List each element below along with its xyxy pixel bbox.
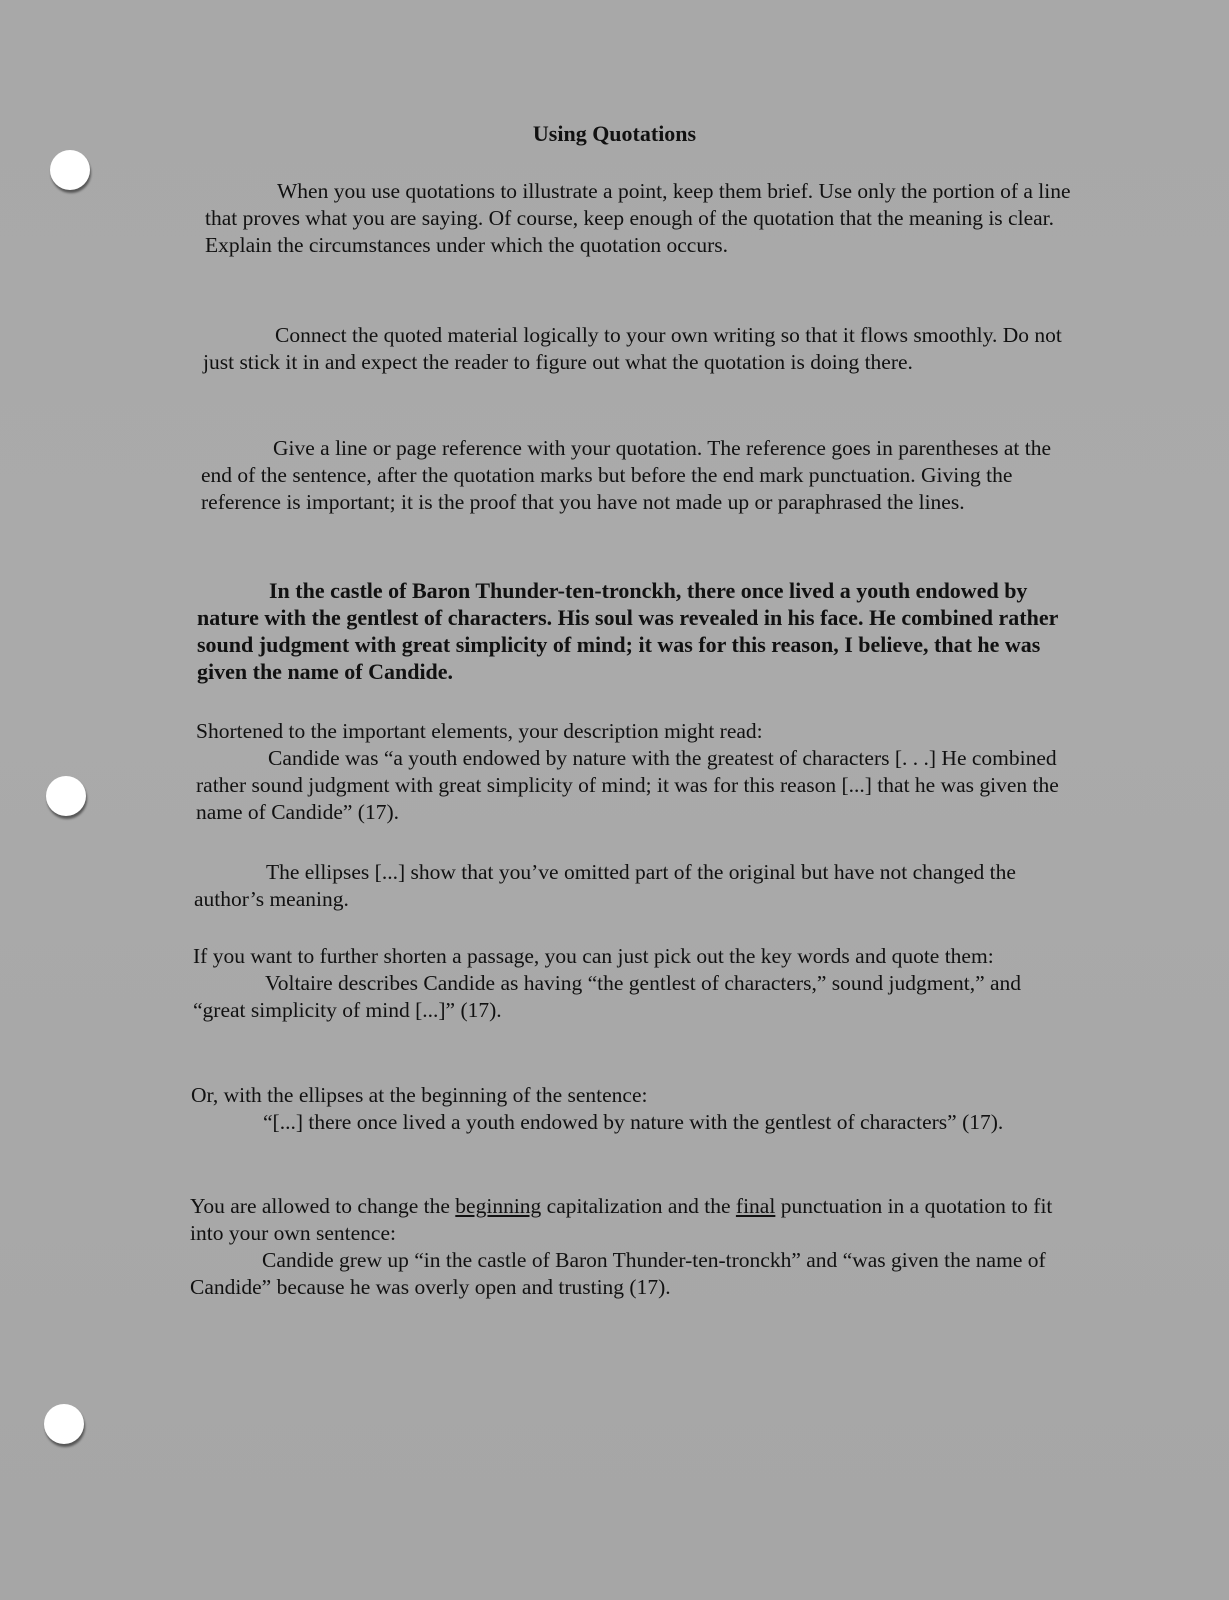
capitalization-block: [190, 1193, 1070, 1301]
original-passage: In the castle of Baron Thunder-ten-tronckh, there once lived a youth endowed by nature with the gentlest of characters. His soul was revealed in his face. He combined rather sound judgment with great simplicity of mind; it was for this reason, I believe, that he was given the name of Candide.: [197, 578, 1058, 684]
capitalization-lead-part: You are allowed to change the: [190, 1194, 456, 1218]
ellipses-beginning-example: “[...] there once lived a youth endowed by nature with the gentlest of characters” (17).: [263, 1110, 1004, 1134]
key-words-lead: If you want to further shorten a passage, you can just pick out the key words and quote them:: [193, 944, 994, 968]
ellipses-beginning-block: [191, 1082, 1061, 1136]
shortened-example: Candide was “a youth endowed by nature with the greatest of characters [. . .] He combined rather sound judgment with great simplicity of mind; it was for this reason [...] that he was given the name of Candide” (17).: [196, 746, 1059, 824]
key-words-example: Voltaire describes Candide as having “the gentlest of characters,” sound judgment,” and “great simplicity of mind [...]” (17).: [193, 971, 1022, 1022]
binder-hole-middle: [46, 776, 86, 816]
capitalization-example: Candide grew up “in the castle of Baron Thunder-ten-tronckh” and “was given the name of Candide” because he was overly open and trusting (17).: [190, 1248, 1046, 1299]
underlined-beginning: beginning: [455, 1194, 542, 1218]
capitalization-lead-part: capitalization and the: [541, 1194, 736, 1218]
capitalization-lead: [190, 1193, 1070, 1247]
capitalization-lead-part: punctuation in a quotation to fit into your own sentence:: [190, 1194, 1053, 1245]
binder-hole-top: [50, 150, 90, 190]
key-words-block: [193, 943, 1053, 1024]
ellipses-beginning-lead: Or, with the ellipses at the beginning of the sentence:: [191, 1083, 648, 1107]
paragraph-connect-logically: Connect the quoted material logically to your own writing so that it flows smoothly. Do not just stick it in and expect the reader to figure out what the quotation is doing there.: [203, 323, 1062, 374]
paragraph-give-reference: Give a line or page reference with your quotation. The reference goes in parentheses at the end of the sentence, after the quotation marks but before the end mark punctuation. Giving the reference is important; it is the proof that you have not made up or paraphrased the lines.: [201, 436, 1052, 514]
shortened-example-block: [196, 718, 1076, 826]
paragraph-ellipses: The ellipses [...] show that you’ve omitted part of the original but have not changed the author’s meaning.: [194, 860, 1016, 911]
page-title: Using Quotations: [532, 121, 697, 146]
binder-hole-bottom: [44, 1404, 84, 1444]
shortened-lead: Shortened to the important elements, your description might read:: [196, 719, 763, 743]
paragraph-keep-brief: When you use quotations to illustrate a point, keep them brief. Use only the portion of a line that proves what you are saying. Of course, keep enough of the quotation that the meaning is clear. Explain the circumstances under which the quotation occurs.: [205, 179, 1071, 257]
underlined-final: final: [735, 1194, 776, 1218]
